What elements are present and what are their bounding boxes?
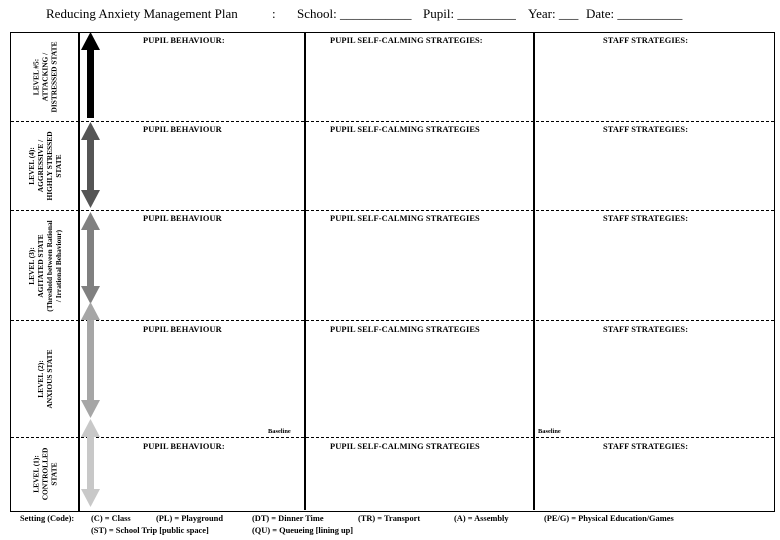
pupil-behaviour-heading: PUPIL BEHAVIOUR (143, 325, 222, 334)
level-label-line: LEVEL (3): (27, 246, 36, 285)
level-label-line: CONTROLLED (40, 447, 50, 501)
level-4-arrow-icon (81, 122, 100, 208)
setting-code-label: Setting (Code): (20, 514, 75, 523)
pupil-behaviour-heading: PUPIL BEHAVIOUR: (143, 36, 225, 45)
baseline-label: Baseline (268, 428, 291, 435)
setting-code: (A) = Assembly (454, 514, 509, 523)
level-label-line: DISTRESSED STATE (49, 41, 59, 113)
level-1-arrow-icon (81, 419, 100, 507)
date-field[interactable]: Date: __________ (586, 6, 683, 21)
level-label-line: HIGHLY STRESSED (45, 131, 54, 201)
level-label-line: (Threshold between Rational (45, 219, 54, 312)
level-label-line: LEVEL (1): (31, 455, 41, 493)
form-title: Reducing Anxiety Management Plan (46, 6, 238, 21)
self-calming-heading: PUPIL SELF-CALMING STRATEGIES (330, 325, 480, 334)
level-5-arrow-icon (81, 32, 100, 118)
level-3-arrow-icon (81, 212, 100, 304)
setting-code: (ST) = School Trip [public space] (91, 526, 209, 535)
staff-strategies-heading: STAFF STRATEGIES: (603, 214, 689, 223)
setting-code: (DT) = Dinner Time (252, 514, 324, 523)
level-label-line: STATE (54, 154, 63, 178)
setting-code: (PL) = Playground (156, 514, 223, 523)
level-2-arrow-icon (81, 302, 100, 418)
level-label-line: / Irrational Behaviour) (54, 229, 63, 302)
setting-code: (C) = Class (91, 514, 131, 523)
pupil-behaviour-heading: PUPIL BEHAVIOUR (143, 125, 222, 134)
self-calming-heading: PUPIL SELF-CALMING STRATEGIES (330, 442, 480, 451)
year-field[interactable]: Year: ___ (528, 6, 579, 21)
level-label-line: AGGRESSIVE / (36, 139, 45, 193)
staff-strategies-heading: STAFF STRATEGIES: (603, 325, 689, 334)
staff-strategies-heading: STAFF STRATEGIES: (603, 36, 689, 45)
level-label-line: ANXIOUS STATE (45, 349, 54, 409)
self-calming-heading: PUPIL SELF-CALMING STRATEGIES (330, 125, 480, 134)
staff-strategies-heading: STAFF STRATEGIES: (603, 442, 689, 451)
self-calming-heading: PUPIL SELF-CALMING STRATEGIES (330, 214, 480, 223)
pupil-behaviour-heading: PUPIL BEHAVIOUR (143, 214, 222, 223)
level-label-line: ATTACKING / (40, 52, 50, 102)
setting-code: (TR) = Transport (358, 514, 421, 523)
pupil-field[interactable]: Pupil: _________ (423, 6, 516, 21)
school-field[interactable]: School: ___________ (297, 6, 412, 21)
pupil-behaviour-heading: PUPIL BEHAVIOUR: (143, 442, 225, 451)
level-label-line: LEVEL #5: (31, 58, 41, 96)
self-calming-heading: PUPIL SELF-CALMING STRATEGIES: (330, 36, 483, 45)
level-label-line: LEVEL (4): (27, 147, 36, 185)
baseline-label: Baseline (538, 428, 561, 435)
title-separator: : (272, 6, 276, 21)
setting-code: (QU) = Queueing [lining up] (252, 526, 354, 535)
setting-code: (PE/G) = Physical Education/Games (544, 514, 674, 523)
level-label-line: LEVEL (2): (36, 360, 45, 398)
level-label-line: AGITATED STATE (36, 233, 45, 298)
staff-strategies-heading: STAFF STRATEGIES: (603, 125, 689, 134)
level-label-line: STATE (49, 462, 59, 486)
